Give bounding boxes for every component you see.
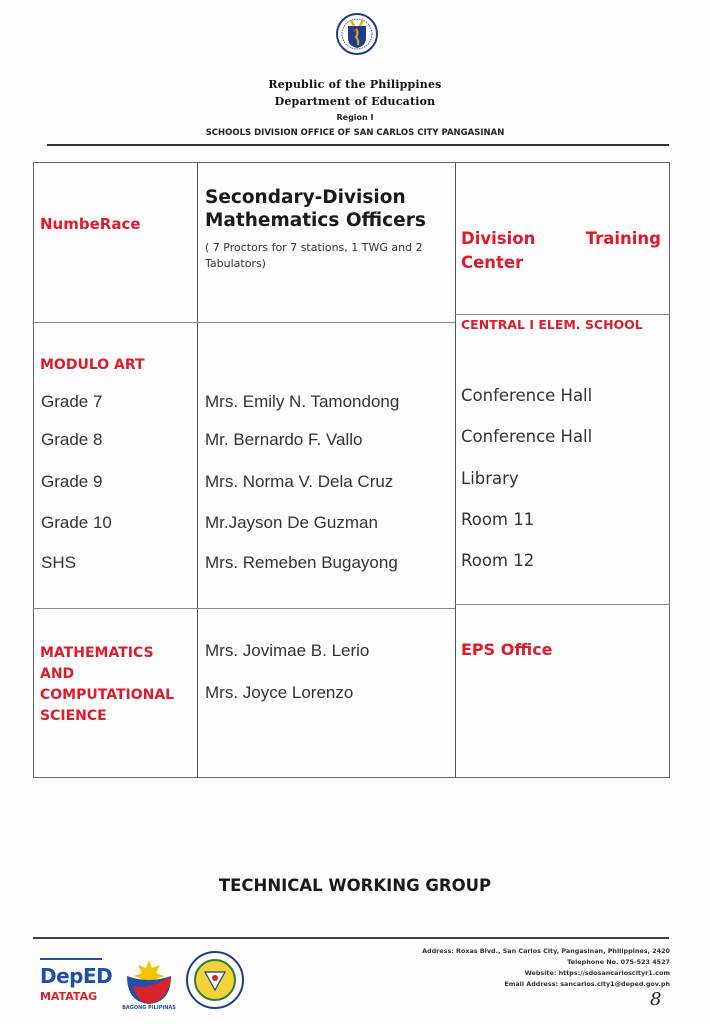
logo-bar [40,958,102,960]
header-department: Department of Education [274,95,436,108]
room-name: Library [461,469,519,488]
section-title: TECHNICAL WORKING GROUP [218,876,492,895]
venue-heading-word: Division [461,229,536,248]
officers-heading: Secondary-Division Mathematics Officers [205,187,426,231]
table-row-divider [33,608,455,609]
venue-heading-word: Training [585,229,661,248]
room-name: Conference Hall [461,386,593,405]
footer-email[interactable]: Email Address: sancarlos.city1@deped.gov.ph [504,980,670,988]
venue-school: CENTRAL I ELEM. SCHOOL [461,317,643,332]
header-republic: Republic of the Philippines [268,78,442,91]
header-divider [47,144,669,146]
footer-address: Address: Roxas Blvd., San Carlos City, Pangasinan, Philippines, 2420 [422,947,670,955]
matatag-wordmark: MATATAG [40,990,98,1003]
room-name: EPS Office [461,640,553,659]
grade-level: SHS [41,553,76,572]
officer-name: Mrs. Remeben Bugayong [205,553,398,572]
deped-wordmark: DepED [40,964,113,988]
officers-note: ( 7 Proctors for 7 stations, 1 TWG and 2 Tabulators) [205,241,423,270]
officer-name: Mrs. Joyce Lorenzo [205,683,354,702]
table-column-divider [197,162,198,778]
grade-level: Grade 7 [41,392,103,411]
page-number: 8 [650,989,662,1010]
category-line: AND [40,666,75,682]
room-name: Room 12 [461,551,535,570]
header-region: Region I [336,113,374,122]
grade-level: Grade 9 [41,472,103,491]
category-math-computational-science [40,643,174,727]
sdo-seal-icon [185,950,245,1010]
table-column-divider [455,162,456,778]
venue-heading-word: Center [461,253,524,272]
category-line: COMPUTATIONAL [40,687,175,703]
grade-level: Grade 8 [41,430,103,449]
officer-name: Mr.Jayson De Guzman [205,513,378,532]
room-name: Conference Hall [461,427,593,446]
header-office: SCHOOLS DIVISION OFFICE OF SAN CARLOS CITY PANGASINAN [205,128,505,138]
bagong-pilipinas-logo-icon [121,952,177,1008]
bagong-pilipinas-label: BAGONG PILIPINAS [122,1005,176,1011]
footer-website[interactable]: Website: https://sdosancarloscityr1.com [524,969,670,977]
deped-seal-icon [336,10,378,62]
deped-matatag-logo [40,958,113,1003]
officer-name: Mr. Bernardo F. Vallo [205,430,363,449]
category-modulo-art: MODULO ART [40,357,145,373]
room-name: Room 11 [461,510,535,529]
footer-telephone: Telephone No. 075-523 4527 [567,958,670,966]
venue-heading [461,227,661,275]
event-title: NumbeRace [40,215,141,233]
footer-divider [33,937,669,939]
table-row-divider [33,322,455,323]
table-row-divider [455,314,670,315]
grade-level: Grade 10 [41,513,112,532]
category-line: MATHEMATICS [40,645,154,661]
category-line: SCIENCE [40,708,107,724]
officer-name: Mrs. Emily N. Tamondong [205,392,400,411]
officer-name: Mrs. Jovimae B. Lerio [205,641,370,660]
officer-name: Mrs. Norma V. Dela Cruz [205,472,394,491]
table-row-divider [455,604,670,605]
